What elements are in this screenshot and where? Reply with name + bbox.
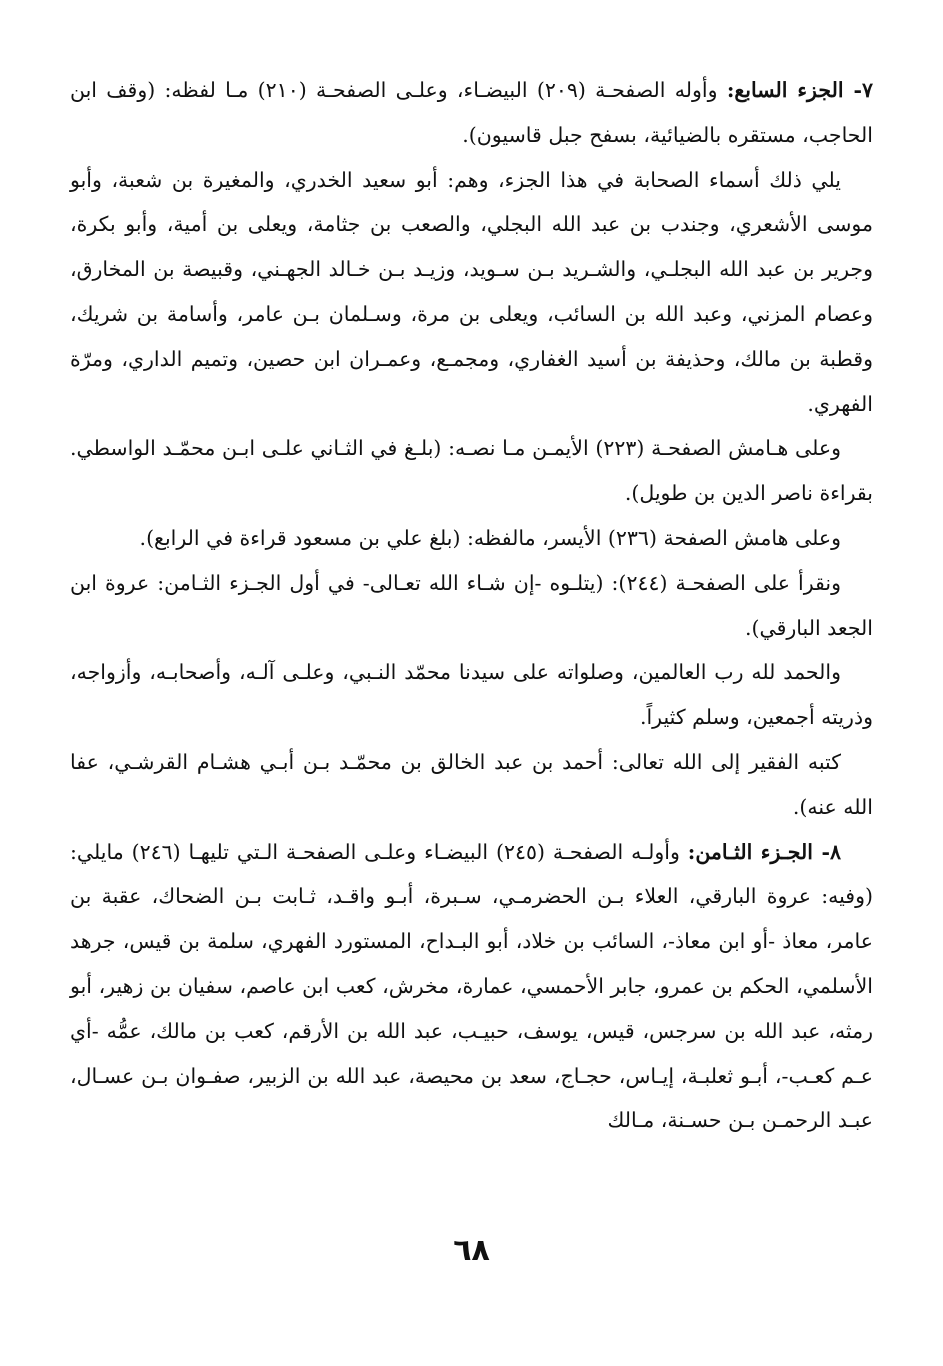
page-number: ٦٨ — [453, 1233, 490, 1268]
paragraph-part-8 — [70, 830, 873, 1144]
paragraph-text: وعلى هامش الصفحة (٢٣٦) الأيسر، مالفظه: (بلغ علي بن مسعود قراءة في الرابع). — [139, 525, 841, 550]
paragraph-margin-note-223 — [70, 426, 873, 516]
paragraph-companions-list — [70, 158, 873, 427]
paragraph-part-7 — [70, 68, 873, 158]
paragraph-text: وأولـه الصفحـة (٢٤٥) البيضـاء وعلـى الصفحـة الـتي تليهـا (٢٤٦) مايلي: (وفيه: عروة البارقي، العلاء بـن الحضرمـي، سـبرة، أبـو واقـد، ثـابت بـن الضحاك، عقبة بن عامر، معاذ -أو ابن معاذ-، السائب بن خلاد، أبو البـداح، المستورد الفهري، سلمة بن قيس، جرهد الأسلمي، الحكم بن عمرو، جابر الأحمسي، عمارة، مخرش، كعب ابن عاصم، سفيان بن زهير، أبو رمثه، عبد الله بن سرجس، قيس، يوسف، حبيـب، عبد الله بن الأرقم، كعب بن مالك، عمُّه -أي عـم كعـب-، أبـو ثعلبـة، إيـاس، حجـاج، سعد بن محيصة، عبد الله بن الزبير، صفـوان بـن عسـال، عبـد الرحمـن بـن حسـنة، مـالك — [70, 839, 873, 1133]
paragraph-scribe-colophon — [70, 740, 873, 830]
paragraph-text: ونقرأ على الصفحـة (٢٤٤): (يتلـوه -إن شـاء الله تعـالى- في أول الجـزء الثـامن: عروة ابن الجعد البارقي). — [70, 570, 873, 640]
paragraph-text: وعلى هـامش الصفحـة (٢٢٣) الأيمـن مـا نصـه: (بلـغ في الثـاني علـى ابـن محمّـد الواسطي. بقراءة ناصر الدين بن طويل). — [70, 436, 873, 506]
paragraph-text: وأوله الصفحـة (٢٠٩) البيضـاء، وعلـى الصفحـة (٢١٠) مـا لفظه: (وقف ابن الحاجب، مستقره بالضيائية، بسفح جبل قاسيون). — [70, 78, 873, 147]
paragraph-text: والحمد لله رب العالمين، وصلواته على سيدنا محمّد النـبي، وعلـى آلـه، وأصحابـه، وأزواجه، وذريته أجمعين، وسلم كثيراً. — [70, 660, 873, 730]
paragraph-text: يلي ذلك أسماء الصحابة في هذا الجزء، وهم: أبو سعيد الخدري، والمغيرة بن شعبة، وأبو موسى الأشعري، وجندب بن عبد الله البجلي، والصعب بن جثامة، ويعلى بن أمية، وأبو بكرة، وجرير بن عبد الله البجلـي، والشـريد بـن سـويد، وزيـد بـن خـالد الجهـني، وقبيصة بن المخارق، وعصام المزني، وعبد الله بن السائب، ويعلى بن مرة، وسـلمان بـن عامر، وأسامة بن شريك، وقطبة بن مالك، وحذيفة بن أسيد الغفاري، ومجمـع، وعمـران ابن حصين، وتميم الداري، ومرّة الفهري. — [70, 167, 873, 416]
section-heading-part-8: ٨- الجـزء الثـامن: — [687, 839, 841, 864]
body-text — [70, 68, 873, 1143]
paragraph-text: كتبه الفقير إلى الله تعالى: أحمد بن عبد الخالق بن محمّـد بـن أبـي هشـام القرشـي، عفا الله عنه). — [70, 749, 873, 819]
paragraph-page-244 — [70, 561, 873, 651]
paragraph-doxology — [70, 650, 873, 740]
section-heading-part-7: ٧- الجزء السابع: — [726, 78, 873, 102]
paragraph-margin-note-236 — [70, 516, 873, 561]
